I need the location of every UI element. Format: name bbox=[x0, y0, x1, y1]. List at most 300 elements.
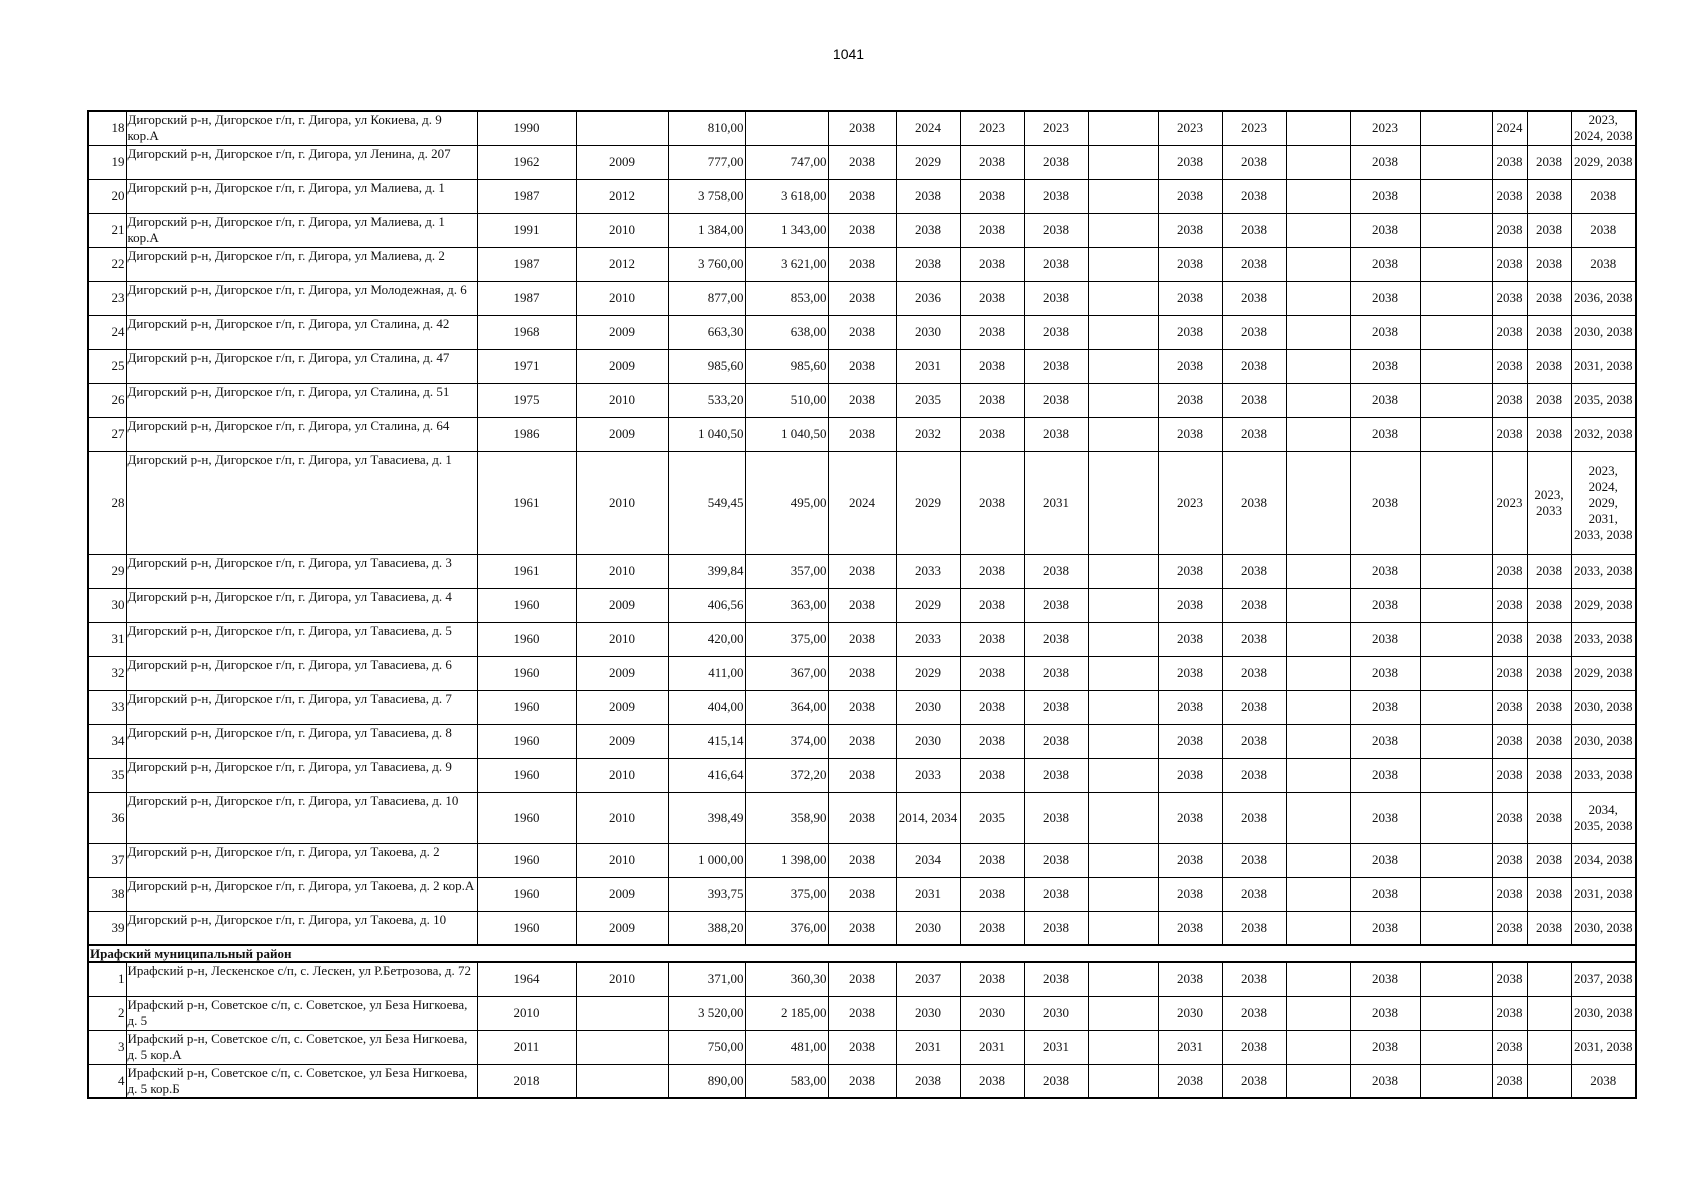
value-cell: 2038 bbox=[1527, 247, 1571, 281]
value-cell bbox=[1088, 213, 1158, 247]
value-cell bbox=[1286, 996, 1350, 1030]
value-cell: 1975 bbox=[477, 383, 576, 417]
row-number: 22 bbox=[88, 247, 126, 281]
row-number: 26 bbox=[88, 383, 126, 417]
value-cell: 2038 bbox=[1350, 622, 1420, 656]
value-cell: 2038 bbox=[960, 145, 1024, 179]
value-cell: 1960 bbox=[477, 792, 576, 843]
value-cell bbox=[1420, 656, 1492, 690]
value-cell bbox=[1088, 588, 1158, 622]
value-cell bbox=[1286, 179, 1350, 213]
value-cell bbox=[1088, 758, 1158, 792]
value-cell: 2038 bbox=[1571, 179, 1636, 213]
value-cell bbox=[1088, 281, 1158, 315]
value-cell: 2038 bbox=[1222, 451, 1286, 554]
table-row bbox=[88, 758, 1636, 792]
address-cell: Дигорский р-н, Дигорское г/п, г. Дигора, ул Малиева, д. 1 bbox=[126, 179, 477, 213]
value-cell bbox=[1420, 962, 1492, 996]
address-cell: Дигорский р-н, Дигорское г/п, г. Дигора, ул Такоева, д. 2 bbox=[126, 843, 477, 877]
table-row bbox=[88, 349, 1636, 383]
value-cell bbox=[1286, 111, 1350, 145]
value-cell bbox=[1420, 213, 1492, 247]
value-cell bbox=[1420, 996, 1492, 1030]
value-cell: 2038 bbox=[1492, 962, 1527, 996]
value-cell: 1987 bbox=[477, 281, 576, 315]
value-cell: 2010 bbox=[576, 843, 668, 877]
value-cell: 2038 bbox=[1158, 247, 1222, 281]
row-number: 20 bbox=[88, 179, 126, 213]
row-number: 21 bbox=[88, 213, 126, 247]
value-cell: 2038 bbox=[1571, 1064, 1636, 1098]
value-cell: 2038 bbox=[1350, 1064, 1420, 1098]
address-cell: Дигорский р-н, Дигорское г/п, г. Дигора, ул Тавасиева, д. 4 bbox=[126, 588, 477, 622]
address-cell: Дигорский р-н, Дигорское г/п, г. Дигора, ул Тавасиева, д. 6 bbox=[126, 656, 477, 690]
value-cell: 2038 bbox=[1158, 417, 1222, 451]
value-cell bbox=[1420, 877, 1492, 911]
value-cell: 2038 bbox=[1158, 911, 1222, 945]
value-cell bbox=[1088, 1030, 1158, 1064]
value-cell: 2038 bbox=[1222, 588, 1286, 622]
value-cell: 2014, 2034 bbox=[896, 792, 960, 843]
value-cell bbox=[1286, 281, 1350, 315]
value-cell: 2038 bbox=[960, 911, 1024, 945]
address-cell: Дигорский р-н, Дигорское г/п, г. Дигора, ул Ленина, д. 207 bbox=[126, 145, 477, 179]
value-cell: 2038 bbox=[828, 145, 896, 179]
value-cell: 1 343,00 bbox=[745, 213, 828, 247]
value-cell: 2038 bbox=[1222, 145, 1286, 179]
value-cell: 2029, 2038 bbox=[1571, 588, 1636, 622]
value-cell: 2038 bbox=[1024, 247, 1088, 281]
value-cell: 2037, 2038 bbox=[1571, 962, 1636, 996]
value-cell bbox=[1420, 247, 1492, 281]
value-cell: 2009 bbox=[576, 656, 668, 690]
value-cell: 2023, 2024, 2029, 2031, 2033, 2038 bbox=[1571, 451, 1636, 554]
value-cell: 2029 bbox=[896, 451, 960, 554]
table-row bbox=[88, 656, 1636, 690]
value-cell: 2038 bbox=[1527, 792, 1571, 843]
value-cell: 1960 bbox=[477, 690, 576, 724]
table-row bbox=[88, 724, 1636, 758]
value-cell: 2033, 2038 bbox=[1571, 554, 1636, 588]
value-cell: 2029, 2038 bbox=[1571, 656, 1636, 690]
value-cell bbox=[1088, 690, 1158, 724]
value-cell: 399,84 bbox=[668, 554, 745, 588]
table-row bbox=[88, 417, 1636, 451]
value-cell: 2009 bbox=[576, 588, 668, 622]
value-cell bbox=[1420, 281, 1492, 315]
value-cell: 2010 bbox=[576, 962, 668, 996]
value-cell: 2038 bbox=[1222, 843, 1286, 877]
value-cell: 2038 bbox=[1158, 792, 1222, 843]
value-cell: 1 040,50 bbox=[668, 417, 745, 451]
value-cell bbox=[1420, 622, 1492, 656]
value-cell: 2038 bbox=[1350, 247, 1420, 281]
value-cell: 549,45 bbox=[668, 451, 745, 554]
value-cell: 2038 bbox=[1527, 724, 1571, 758]
table-row bbox=[88, 179, 1636, 213]
row-number: 38 bbox=[88, 877, 126, 911]
value-cell: 2031 bbox=[896, 1030, 960, 1064]
row-number: 19 bbox=[88, 145, 126, 179]
value-cell: 2031 bbox=[1024, 451, 1088, 554]
value-cell: 2038 bbox=[1222, 315, 1286, 349]
value-cell: 376,00 bbox=[745, 911, 828, 945]
value-cell bbox=[1420, 843, 1492, 877]
value-cell: 2038 bbox=[1158, 588, 1222, 622]
value-cell: 2038 bbox=[828, 315, 896, 349]
value-cell: 2030, 2038 bbox=[1571, 690, 1636, 724]
value-cell: 393,75 bbox=[668, 877, 745, 911]
value-cell: 2038 bbox=[1350, 1030, 1420, 1064]
value-cell bbox=[1420, 792, 1492, 843]
value-cell: 2031, 2038 bbox=[1571, 349, 1636, 383]
value-cell: 2038 bbox=[1350, 911, 1420, 945]
value-cell: 1 384,00 bbox=[668, 213, 745, 247]
page-number: 1041 bbox=[832, 46, 865, 62]
value-cell: 2037 bbox=[896, 962, 960, 996]
value-cell: 853,00 bbox=[745, 281, 828, 315]
value-cell: 2038 bbox=[1222, 1064, 1286, 1098]
row-number: 25 bbox=[88, 349, 126, 383]
table-row bbox=[88, 554, 1636, 588]
value-cell: 1961 bbox=[477, 554, 576, 588]
value-cell: 2038 bbox=[1158, 656, 1222, 690]
value-cell: 2038 bbox=[1527, 315, 1571, 349]
value-cell: 2009 bbox=[576, 911, 668, 945]
value-cell: 2038 bbox=[1350, 145, 1420, 179]
value-cell: 1960 bbox=[477, 911, 576, 945]
address-cell: Дигорский р-н, Дигорское г/п, г. Дигора, ул Тавасиева, д. 9 bbox=[126, 758, 477, 792]
value-cell bbox=[1420, 179, 1492, 213]
value-cell: 2038 bbox=[828, 588, 896, 622]
value-cell: 2038 bbox=[1492, 877, 1527, 911]
value-cell: 2038 bbox=[960, 213, 1024, 247]
value-cell: 2 185,00 bbox=[745, 996, 828, 1030]
value-cell: 2012 bbox=[576, 247, 668, 281]
value-cell: 2012 bbox=[576, 179, 668, 213]
value-cell: 2010 bbox=[576, 451, 668, 554]
row-number: 4 bbox=[88, 1064, 126, 1098]
value-cell bbox=[576, 996, 668, 1030]
value-cell: 533,20 bbox=[668, 383, 745, 417]
value-cell: 2010 bbox=[576, 554, 668, 588]
value-cell: 2038 bbox=[960, 383, 1024, 417]
value-cell: 2031, 2038 bbox=[1571, 877, 1636, 911]
address-cell: Дигорский р-н, Дигорское г/п, г. Дигора, ул Молодежная, д. 6 bbox=[126, 281, 477, 315]
value-cell: 2030 bbox=[896, 315, 960, 349]
value-cell: 2038 bbox=[960, 1064, 1024, 1098]
value-cell: 420,00 bbox=[668, 622, 745, 656]
value-cell: 2038 bbox=[1222, 247, 1286, 281]
value-cell: 2038 bbox=[1350, 451, 1420, 554]
value-cell: 2009 bbox=[576, 349, 668, 383]
value-cell: 2038 bbox=[1492, 690, 1527, 724]
value-cell: 2038 bbox=[1350, 690, 1420, 724]
value-cell bbox=[1420, 690, 1492, 724]
value-cell: 2038 bbox=[1024, 877, 1088, 911]
table-row bbox=[88, 1030, 1636, 1064]
address-cell: Ирафский р-н, Советское с/п, с. Советское, ул Беза Нигкоева, д. 5 кор.Б bbox=[126, 1064, 477, 1098]
value-cell: 638,00 bbox=[745, 315, 828, 349]
value-cell: 1 040,50 bbox=[745, 417, 828, 451]
value-cell: 1960 bbox=[477, 622, 576, 656]
value-cell: 2023 bbox=[1350, 111, 1420, 145]
table-row bbox=[88, 996, 1636, 1030]
value-cell: 2034, 2035, 2038 bbox=[1571, 792, 1636, 843]
address-cell: Дигорский р-н, Дигорское г/п, г. Дигора, ул Малиева, д. 1 кор.А bbox=[126, 213, 477, 247]
value-cell: 1971 bbox=[477, 349, 576, 383]
value-cell: 2032, 2038 bbox=[1571, 417, 1636, 451]
value-cell bbox=[1088, 247, 1158, 281]
value-cell: 985,60 bbox=[668, 349, 745, 383]
value-cell: 2038 bbox=[1158, 622, 1222, 656]
value-cell bbox=[1286, 1064, 1350, 1098]
value-cell: 2030, 2038 bbox=[1571, 911, 1636, 945]
value-cell bbox=[1088, 349, 1158, 383]
value-cell bbox=[1088, 962, 1158, 996]
value-cell: 2038 bbox=[1024, 554, 1088, 588]
value-cell bbox=[1286, 383, 1350, 417]
value-cell: 2038 bbox=[828, 996, 896, 1030]
value-cell: 358,90 bbox=[745, 792, 828, 843]
value-cell: 2038 bbox=[1527, 843, 1571, 877]
value-cell: 1960 bbox=[477, 758, 576, 792]
value-cell: 411,00 bbox=[668, 656, 745, 690]
value-cell bbox=[1420, 1030, 1492, 1064]
value-cell: 2024 bbox=[1492, 111, 1527, 145]
value-cell: 2038 bbox=[1350, 877, 1420, 911]
value-cell: 1987 bbox=[477, 247, 576, 281]
value-cell: 2038 bbox=[1158, 1064, 1222, 1098]
value-cell: 2023 bbox=[1222, 111, 1286, 145]
value-cell: 2038 bbox=[828, 417, 896, 451]
value-cell: 2038 bbox=[1158, 281, 1222, 315]
value-cell: 2009 bbox=[576, 690, 668, 724]
value-cell: 2023 bbox=[1492, 451, 1527, 554]
value-cell: 2038 bbox=[1527, 554, 1571, 588]
value-cell: 2038 bbox=[960, 843, 1024, 877]
value-cell: 2029 bbox=[896, 145, 960, 179]
value-cell: 2038 bbox=[1527, 145, 1571, 179]
value-cell: 2038 bbox=[960, 349, 1024, 383]
value-cell: 2038 bbox=[1158, 690, 1222, 724]
value-cell: 2038 bbox=[960, 622, 1024, 656]
value-cell: 2038 bbox=[1024, 962, 1088, 996]
address-cell: Дигорский р-н, Дигорское г/п, г. Дигора, ул Тавасиева, д. 7 bbox=[126, 690, 477, 724]
value-cell: 2038 bbox=[1158, 349, 1222, 383]
address-cell: Дигорский р-н, Дигорское г/п, г. Дигора, ул Сталина, д. 47 bbox=[126, 349, 477, 383]
value-cell: 2038 bbox=[1492, 213, 1527, 247]
value-cell: 2038 bbox=[1222, 1030, 1286, 1064]
value-cell: 2035, 2038 bbox=[1571, 383, 1636, 417]
value-cell: 2038 bbox=[1492, 145, 1527, 179]
value-cell: 2038 bbox=[1024, 656, 1088, 690]
value-cell: 2029 bbox=[896, 588, 960, 622]
address-cell: Дигорский р-н, Дигорское г/п, г. Дигора, ул Тавасиева, д. 3 bbox=[126, 554, 477, 588]
value-cell: 2034, 2038 bbox=[1571, 843, 1636, 877]
value-cell: 2033, 2038 bbox=[1571, 622, 1636, 656]
value-cell: 388,20 bbox=[668, 911, 745, 945]
value-cell: 2038 bbox=[1024, 349, 1088, 383]
value-cell bbox=[576, 111, 668, 145]
value-cell: 2038 bbox=[1350, 996, 1420, 1030]
value-cell: 1987 bbox=[477, 179, 576, 213]
address-cell: Дигорский р-н, Дигорское г/п, г. Дигора, ул Тавасиева, д. 5 bbox=[126, 622, 477, 656]
value-cell: 2038 bbox=[828, 843, 896, 877]
value-cell: 2038 bbox=[1350, 281, 1420, 315]
value-cell: 2038 bbox=[828, 349, 896, 383]
value-cell: 2038 bbox=[960, 877, 1024, 911]
value-cell: 2038 bbox=[1158, 724, 1222, 758]
value-cell: 2038 bbox=[1492, 179, 1527, 213]
value-cell: 1 398,00 bbox=[745, 843, 828, 877]
value-cell bbox=[1088, 111, 1158, 145]
value-cell: 1968 bbox=[477, 315, 576, 349]
row-number: 27 bbox=[88, 417, 126, 451]
table-row bbox=[88, 690, 1636, 724]
table-row bbox=[88, 962, 1636, 996]
value-cell: 2029 bbox=[896, 656, 960, 690]
value-cell: 495,00 bbox=[745, 451, 828, 554]
value-cell: 2038 bbox=[1024, 622, 1088, 656]
value-cell: 2038 bbox=[1222, 996, 1286, 1030]
value-cell: 2038 bbox=[896, 213, 960, 247]
value-cell bbox=[1286, 792, 1350, 843]
value-cell: 2031 bbox=[1024, 1030, 1088, 1064]
value-cell bbox=[1286, 690, 1350, 724]
table-body-iraf bbox=[88, 962, 1636, 1098]
value-cell: 2038 bbox=[1350, 792, 1420, 843]
value-cell: 2038 bbox=[1527, 656, 1571, 690]
value-cell: 1960 bbox=[477, 724, 576, 758]
row-number: 28 bbox=[88, 451, 126, 554]
registry-table bbox=[87, 110, 1637, 1099]
value-cell: 2038 bbox=[1222, 877, 1286, 911]
value-cell bbox=[1420, 417, 1492, 451]
row-number: 35 bbox=[88, 758, 126, 792]
row-number: 1 bbox=[88, 962, 126, 996]
value-cell: 2038 bbox=[1492, 417, 1527, 451]
value-cell: 663,30 bbox=[668, 315, 745, 349]
value-cell: 2018 bbox=[477, 1064, 576, 1098]
value-cell: 3 520,00 bbox=[668, 996, 745, 1030]
value-cell: 375,00 bbox=[745, 622, 828, 656]
table-row bbox=[88, 315, 1636, 349]
value-cell: 2038 bbox=[1222, 281, 1286, 315]
value-cell: 416,64 bbox=[668, 758, 745, 792]
value-cell bbox=[1088, 417, 1158, 451]
value-cell: 2038 bbox=[828, 622, 896, 656]
value-cell: 2038 bbox=[828, 877, 896, 911]
value-cell bbox=[1286, 554, 1350, 588]
value-cell bbox=[1286, 962, 1350, 996]
value-cell bbox=[1088, 996, 1158, 1030]
address-cell: Ирафский р-н, Лескенское с/п, с. Лескен, ул Р.Бетрозова, д. 72 bbox=[126, 962, 477, 996]
value-cell: 2038 bbox=[1350, 588, 1420, 622]
value-cell: 1960 bbox=[477, 588, 576, 622]
value-cell: 2038 bbox=[828, 962, 896, 996]
value-cell: 2038 bbox=[1222, 724, 1286, 758]
value-cell bbox=[1527, 996, 1571, 1030]
value-cell: 364,00 bbox=[745, 690, 828, 724]
value-cell: 2038 bbox=[1158, 179, 1222, 213]
value-cell: 2038 bbox=[1222, 417, 1286, 451]
value-cell: 2038 bbox=[1158, 145, 1222, 179]
value-cell bbox=[1286, 213, 1350, 247]
value-cell: 2031 bbox=[960, 1030, 1024, 1064]
value-cell bbox=[1420, 554, 1492, 588]
table-row bbox=[88, 588, 1636, 622]
value-cell: 2030 bbox=[896, 996, 960, 1030]
value-cell bbox=[745, 111, 828, 145]
value-cell bbox=[1527, 1064, 1571, 1098]
value-cell bbox=[1286, 758, 1350, 792]
value-cell: 2038 bbox=[1527, 179, 1571, 213]
value-cell: 877,00 bbox=[668, 281, 745, 315]
section-title: Ирафский муниципальный район bbox=[88, 945, 1636, 962]
value-cell bbox=[1088, 451, 1158, 554]
value-cell: 1991 bbox=[477, 213, 576, 247]
value-cell: 2038 bbox=[1222, 349, 1286, 383]
value-cell: 2023 bbox=[1024, 111, 1088, 145]
value-cell: 510,00 bbox=[745, 383, 828, 417]
value-cell: 2030 bbox=[1024, 996, 1088, 1030]
value-cell: 2038 bbox=[1492, 1064, 1527, 1098]
table-row bbox=[88, 911, 1636, 945]
row-number: 37 bbox=[88, 843, 126, 877]
value-cell: 2030, 2038 bbox=[1571, 996, 1636, 1030]
value-cell: 2038 bbox=[896, 247, 960, 281]
value-cell bbox=[1088, 656, 1158, 690]
address-cell: Дигорский р-н, Дигорское г/п, г. Дигора, ул Сталина, д. 51 bbox=[126, 383, 477, 417]
table-row bbox=[88, 451, 1636, 554]
value-cell: 2010 bbox=[576, 281, 668, 315]
address-cell: Дигорский р-н, Дигорское г/п, г. Дигора, ул Сталина, д. 42 bbox=[126, 315, 477, 349]
value-cell bbox=[1286, 588, 1350, 622]
value-cell: 2038 bbox=[1492, 383, 1527, 417]
value-cell bbox=[1088, 843, 1158, 877]
table-row bbox=[88, 383, 1636, 417]
value-cell: 2035 bbox=[896, 383, 960, 417]
value-cell: 2036, 2038 bbox=[1571, 281, 1636, 315]
row-number: 30 bbox=[88, 588, 126, 622]
value-cell: 1964 bbox=[477, 962, 576, 996]
value-cell: 2038 bbox=[1158, 383, 1222, 417]
row-number: 39 bbox=[88, 911, 126, 945]
value-cell bbox=[1286, 622, 1350, 656]
value-cell: 2038 bbox=[1024, 690, 1088, 724]
value-cell: 2038 bbox=[960, 554, 1024, 588]
value-cell: 2038 bbox=[1350, 724, 1420, 758]
value-cell: 2031 bbox=[896, 877, 960, 911]
value-cell: 2038 bbox=[1492, 792, 1527, 843]
address-cell: Дигорский р-н, Дигорское г/п, г. Дигора, ул Такоева, д. 2 кор.А bbox=[126, 877, 477, 911]
address-cell: Дигорский р-н, Дигорское г/п, г. Дигора, ул Такоева, д. 10 bbox=[126, 911, 477, 945]
table-row bbox=[88, 877, 1636, 911]
value-cell bbox=[576, 1064, 668, 1098]
value-cell: 2038 bbox=[896, 179, 960, 213]
value-cell: 3 621,00 bbox=[745, 247, 828, 281]
row-number: 36 bbox=[88, 792, 126, 843]
value-cell bbox=[1420, 383, 1492, 417]
value-cell: 2009 bbox=[576, 417, 668, 451]
value-cell: 2038 bbox=[828, 213, 896, 247]
value-cell: 2038 bbox=[1024, 588, 1088, 622]
value-cell: 2038 bbox=[960, 724, 1024, 758]
value-cell: 2038 bbox=[1222, 911, 1286, 945]
value-cell: 1 000,00 bbox=[668, 843, 745, 877]
value-cell bbox=[1420, 145, 1492, 179]
